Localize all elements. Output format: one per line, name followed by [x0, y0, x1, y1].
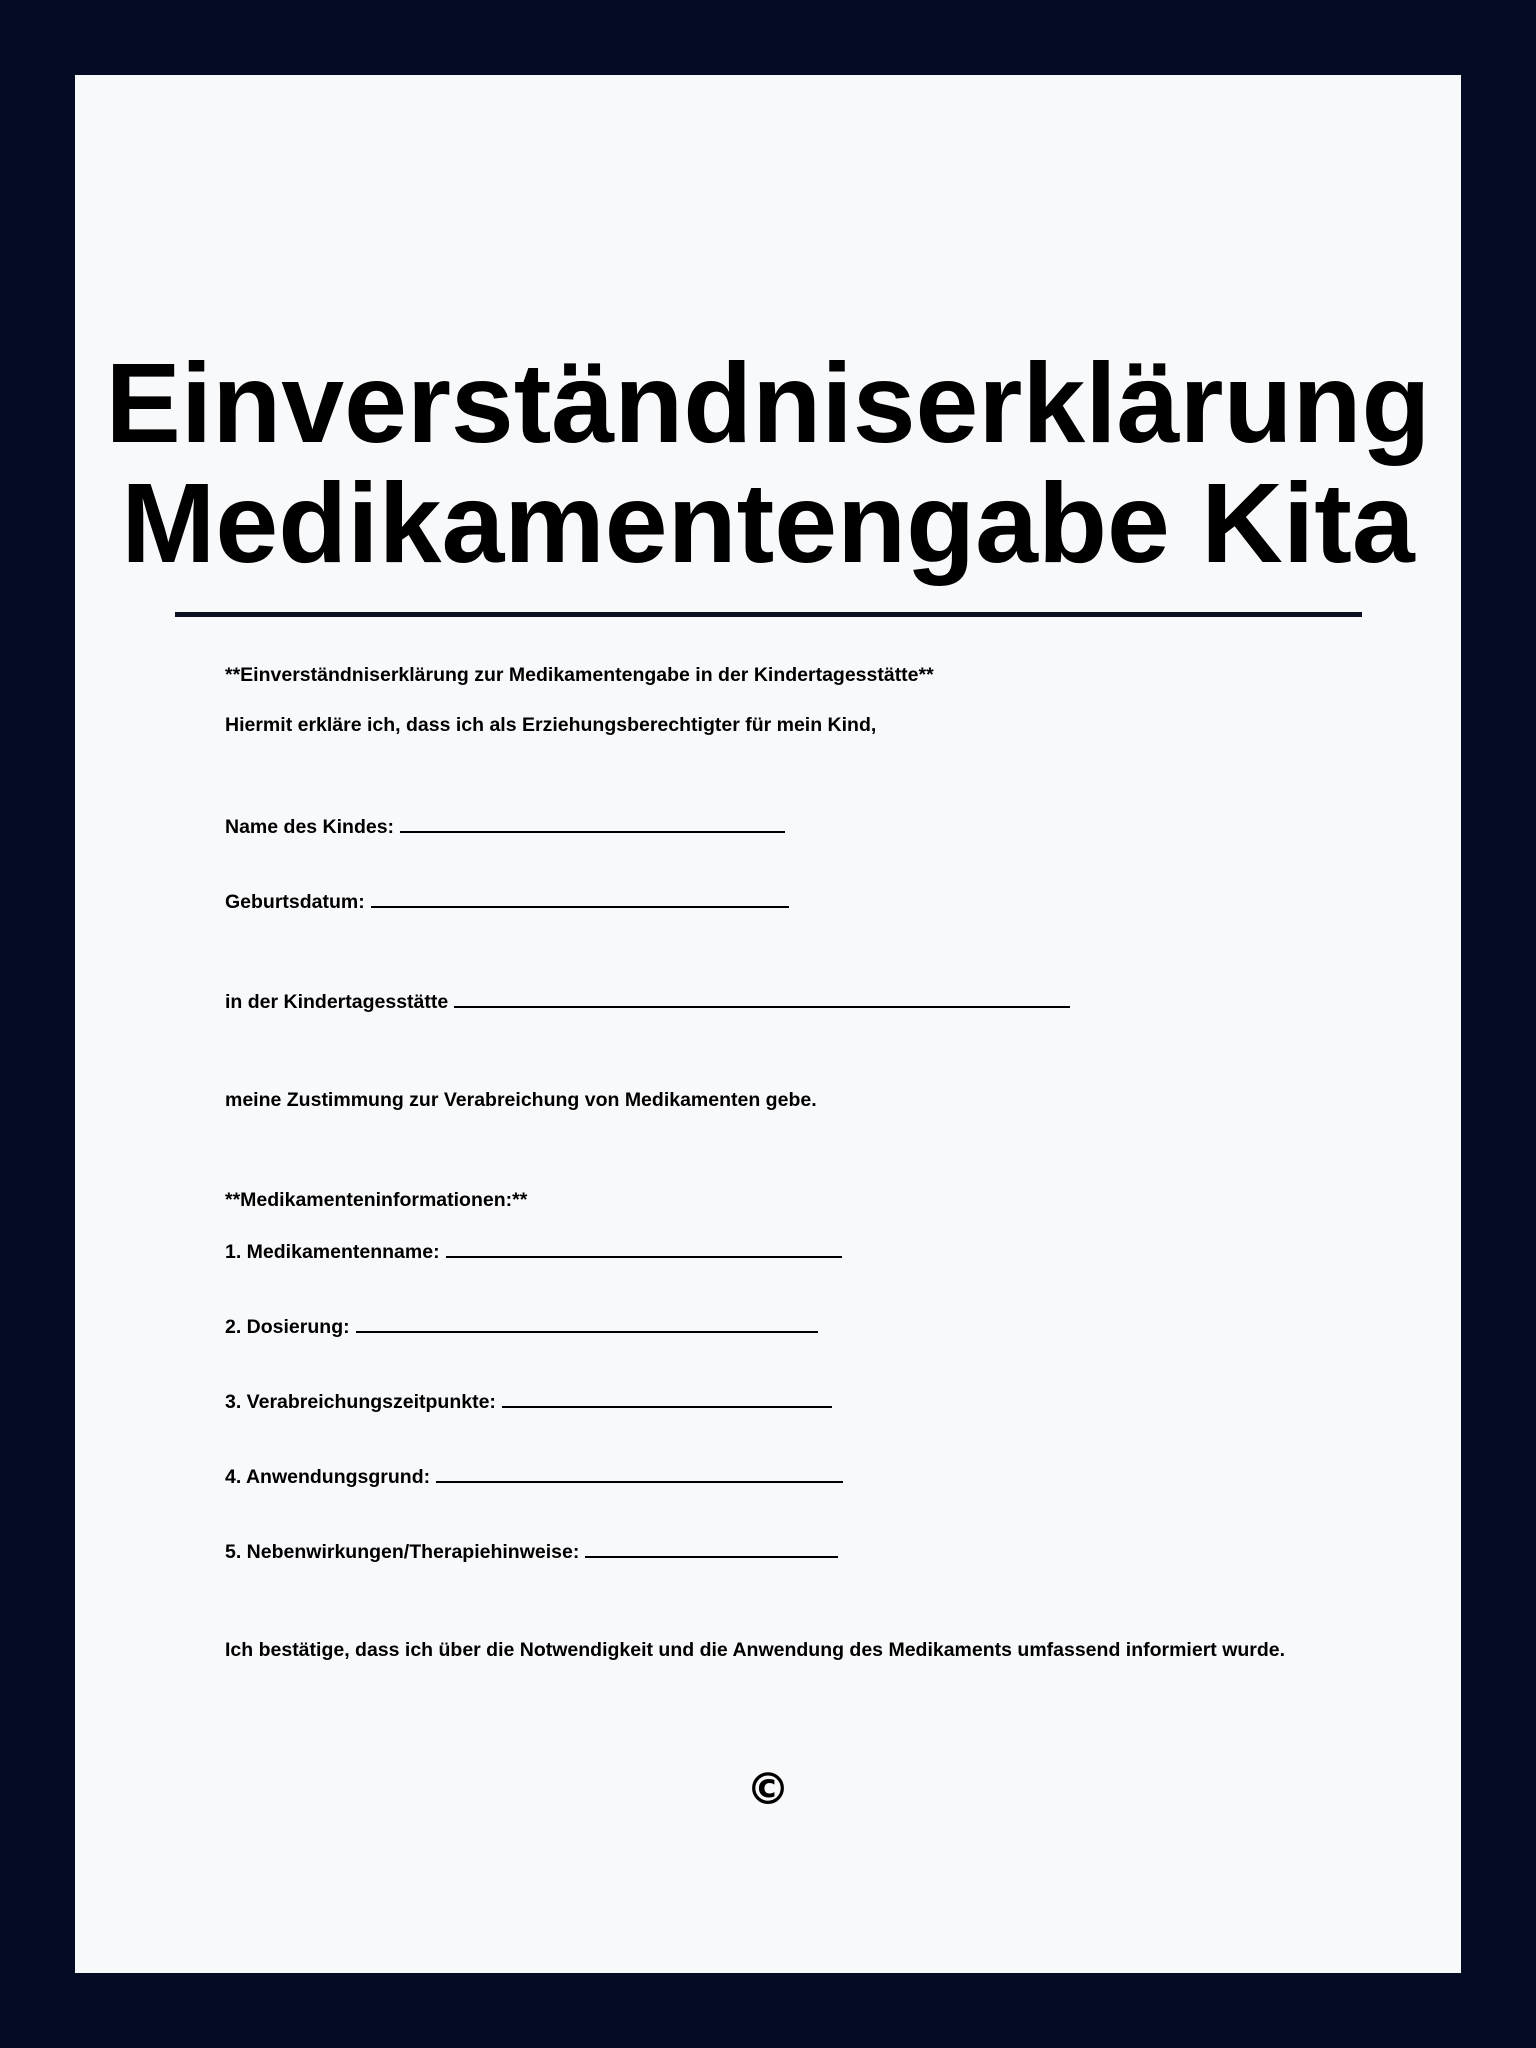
document-page: [75, 75, 1461, 1973]
child-name-blank[interactable]: [400, 813, 785, 833]
child-name-label: Name des Kindes:: [225, 816, 395, 838]
reason-label: 4. Anwendungsgrund:: [225, 1466, 431, 1488]
administration-times-row: [225, 1388, 832, 1414]
dosage-label: 2. Dosierung:: [225, 1316, 350, 1338]
daycare-row: [225, 988, 1070, 1014]
form-heading: **Einverständniserklärung zur Medikamentengabe in der Kindertagesstätte**: [225, 664, 934, 686]
medication-heading: **Medikamenteninformationen:**: [225, 1189, 528, 1211]
side-effects-row: [225, 1538, 838, 1564]
medication-name-blank[interactable]: [446, 1238, 842, 1258]
birthdate-blank[interactable]: [371, 888, 789, 908]
dosage-blank[interactable]: [356, 1313, 818, 1333]
medication-name-label: 1. Medikamentenname:: [225, 1241, 440, 1263]
birthdate-row: [225, 888, 789, 914]
dosage-row: [225, 1313, 818, 1339]
confirmation-text: Ich bestätige, dass ich über die Notwendigkeit und die Anwendung des Medikaments umfassend informiert wurde.: [225, 1639, 1286, 1661]
administration-times-label: 3. Verabreichungszeitpunkte:: [225, 1391, 496, 1413]
title-line-1: Einverständniserklärung: [105, 340, 1431, 466]
title-divider: [175, 612, 1362, 617]
copyright-icon: ©: [746, 1764, 790, 1815]
medication-name-row: [225, 1238, 842, 1264]
daycare-blank[interactable]: [454, 988, 1070, 1008]
side-effects-blank[interactable]: [585, 1538, 838, 1558]
side-effects-label: 5. Nebenwirkungen/Therapiehinweise:: [225, 1541, 580, 1563]
consent-text: meine Zustimmung zur Verabreichung von Medikamenten gebe.: [225, 1089, 817, 1111]
child-name-row: [225, 813, 785, 839]
reason-blank[interactable]: [436, 1463, 843, 1483]
birthdate-label: Geburtsdatum:: [225, 891, 365, 913]
title-line-2: Medikamentengabe Kita: [121, 460, 1415, 586]
daycare-label: in der Kindertagesstätte: [225, 991, 449, 1013]
document-title: [75, 340, 1461, 586]
administration-times-blank[interactable]: [502, 1388, 832, 1408]
reason-row: [225, 1463, 843, 1489]
intro-text: Hiermit erkläre ich, dass ich als Erziehungsberechtigter für mein Kind,: [225, 714, 877, 736]
